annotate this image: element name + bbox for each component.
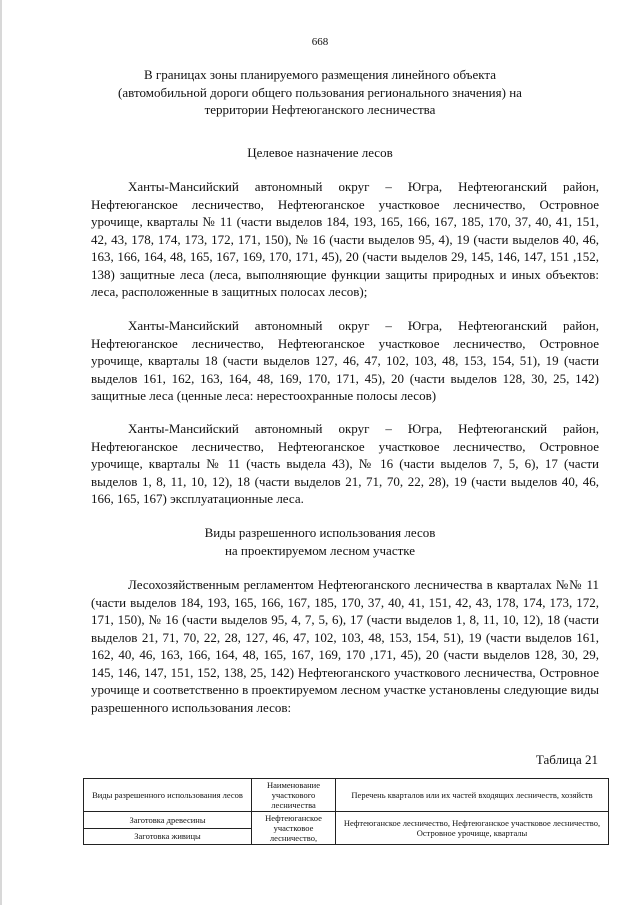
table-header-row [84, 779, 609, 812]
table-cell-forestry: Нефтеюганское участковое лесничество, [252, 812, 336, 845]
paragraph-protective-2: Ханты-Мансийский автономный округ – Югра, Нефтеюганский район, Нефтеюганское лесничество, Нефтеюганское участковое лесничество, Островное урочище, кварталы 18 (части выделов 127, 46, 47, 102, 103, 48, 153, 154, 51), 19 (части выделов 161, 162, 163, 164, 48, 169, 170, 171, 45), 20 (части выделов 128, 30, 25, 142) защитные леса (ценные леса: нерестоохранные полосы лесов) [91, 318, 599, 403]
page-number: 668 [311, 36, 329, 48]
heading-line: Целевое назначение лесов [247, 145, 393, 160]
heading-line: на проектируемом лесном участке [224, 542, 416, 558]
paragraph-exploitation: Ханты-Мансийский автономный округ – Югра, Нефтеюганский район, Нефтеюганское лесничество, Нефтеюганское участковое лесничество, Островное урочище, кварталы № 11 (часть выдела 43), № 16 (части выделов 7, 5, 6), 17 (части выделов 1, 8, 11, 10, 12), 18 (части выделов 21, 71, 70, 22, 28), 19 (части выделов 40, 46, 166, 165, 167) эксплуатационные леса. [91, 421, 599, 506]
section-heading-purpose [0, 144, 640, 162]
table-row [84, 812, 609, 829]
table-cell-use: Заготовка живицы [84, 828, 252, 845]
paragraph-protective-1: Ханты-Мансийский автономный округ – Югра, Нефтеюганский район, Нефтеюганское лесничество, Нефтеюганское участковое лесничество, Островное урочище, кварталы № 11 (части выделов 184, 193, 165, 166, 167, 185, 170, 37, 40, 41, 151, 42, 43, 178, 174, 173, 172, 171, 150), № 16 (части выделов 95, 4), 19 (части выделов 40, 46, 163, 166, 164, 48, 165, 167, 169, 170, 171, 45), 20 (части выделов 29, 145, 146, 147, 151 ,152, 138) защитные леса (леса, выполняющие функции защиты природных и иных объектов: леса, расположенные в защитных полосах лесов); [91, 179, 599, 299]
table-cell-use: Заготовка древесины [84, 812, 252, 829]
heading-line: В границах зоны планируемого размещения линейного объекта [144, 67, 496, 82]
heading-line: (автомобильной дороги общего пользования регионального значения) на [118, 84, 522, 100]
scan-edge [0, 0, 2, 905]
paragraph-regulation: Лесохозяйственным регламентом Нефтеюганского лесничества в кварталах №№ 11 (части выделов 184, 193, 165, 166, 167, 185, 170, 37, 40, 41, 151, 42, 43, 178, 174, 173, 172, 171, 150), № 16 (части выделов 95, 4, 7, 5, 6), 17 (части выделов 1, 8, 11, 10, 12), 18 (части выделов 21, 71, 70, 22, 28, 127, 46, 47, 102, 103, 48, 153, 154, 51), 19 (части выделов 161, 162, 40, 46, 163, 166, 164, 48, 165, 167, 169, 170 ,171, 45), 20 (части выделов 128, 30, 29, 145, 146, 147, 151, 152, 138, 25, 142) Нефтеюганского участкового лесничества, Островное урочище и соответственно в проектируемом лесном участке установлены следующие виды разрешенного использования лесов: [91, 577, 599, 715]
table-header-cell: Виды разрешенного использования лесов [84, 779, 252, 812]
section-heading-permitted-use [0, 524, 640, 559]
table-header-cell: Перечень кварталов или их частей входящих лесничеств, хозяйств [336, 779, 609, 812]
section-heading-zone [0, 66, 640, 119]
heading-line: территории Нефтеюганского лесничества [204, 102, 436, 117]
table-label: Таблица 21 [535, 752, 598, 767]
table-cell-quarters: Нефтеюганское лесничество, Нефтеюганское участковое лесничество, Островное урочище, кварталы [336, 812, 609, 845]
table-21 [83, 778, 609, 845]
table-header-cell: Наименование участкового лесничества [252, 779, 336, 812]
heading-line: Виды разрешенного использования лесов [204, 525, 436, 540]
